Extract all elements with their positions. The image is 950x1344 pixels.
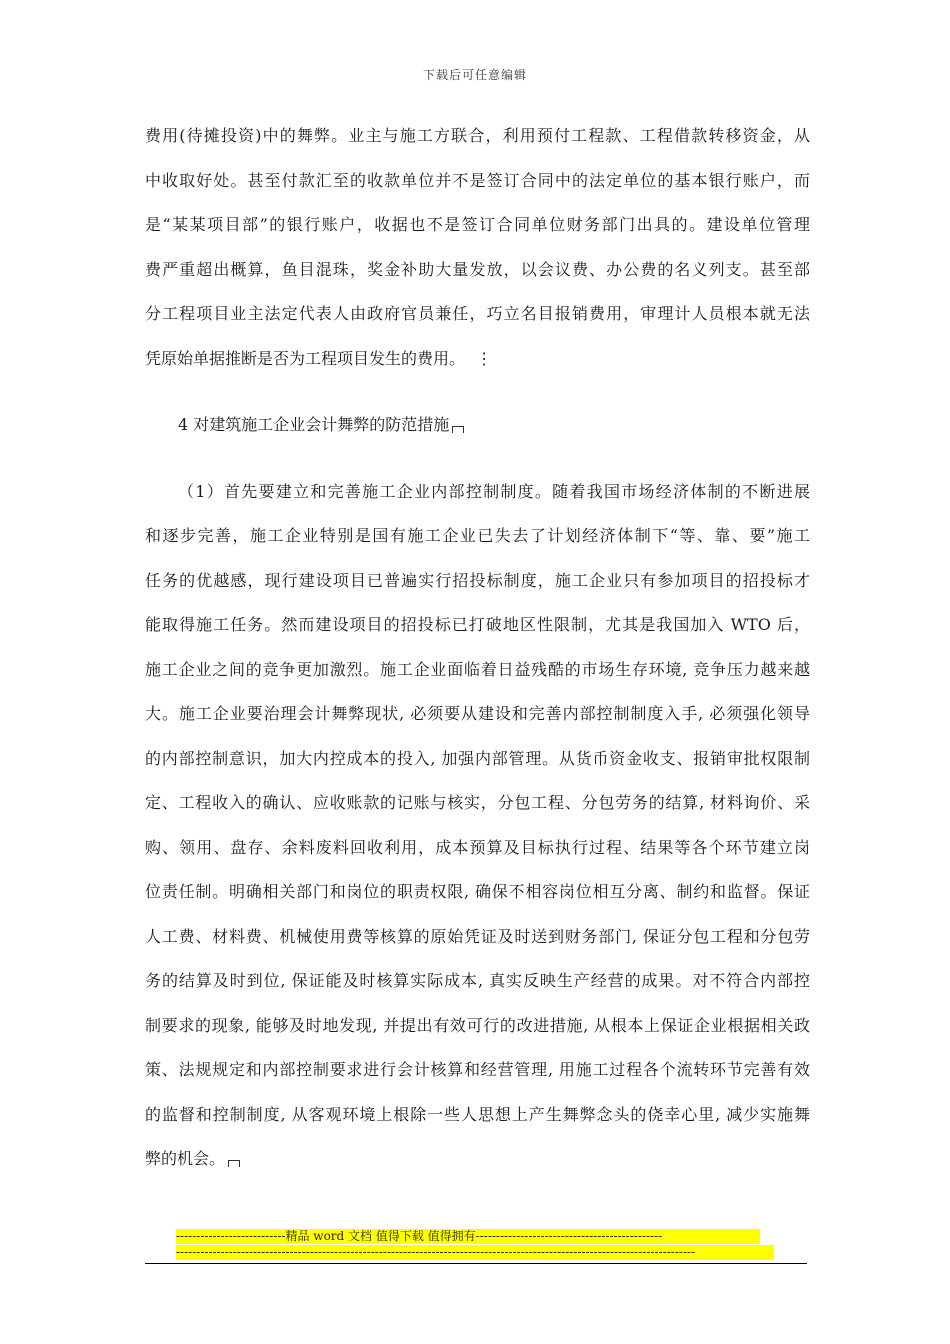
text-line: 是“某某项目部”的银行账户，收据也不是签订合同单位财务部门出具的。建设单位管理 <box>145 215 810 234</box>
text-line: 位责任制。明确相关部门和岗位的职责权限, 确保不相容岗位相互分离、制约和监督。保证 <box>145 882 810 901</box>
text-line-last <box>145 348 810 370</box>
text-line-content: 弊的机会。 <box>145 1149 226 1168</box>
text-line: 和逐步完善，施工企业特别是国有施工企业已失去了计划经济体制下“等、靠、要”施工 <box>145 526 810 545</box>
text-line: 费用(待摊投资)中的舞弊。业主与施工方联合，利用预付工程款、工程借款转移资金，从 <box>145 126 810 145</box>
text-line: 任务的优越感，现行建设项目已普遍实行招投标制度，施工企业只有参加项目的招投标才 <box>145 571 810 590</box>
text-line: 中收取好处。甚至付款汇至的收款单位并不是签订合同中的法定单位的基本银行账户，而 <box>145 171 810 190</box>
text-line: 务的结算及时到位, 保证能及时核算实际成本, 真实反映生产经营的成果。对不符合内部控 <box>145 971 810 990</box>
text-line: 购、领用、盘存、余料废料回收利用，成本预算及目标执行过程、结果等各个环节建立岗 <box>145 838 810 857</box>
text-line: 策、法规规定和内部控制要求进行会计核算和经营管理, 用施工过程各个流转环节完善有效 <box>145 1060 810 1079</box>
text-line: 大。施工企业要治理会计舞弊现状, 必须要从建设和完善内部控制制度入手, 必须强化领导 <box>145 704 810 723</box>
text-line: 能取得施工任务。然而建设项目的招投标已打破地区性限制，尤其是我国加入 WTO 后， <box>145 615 810 634</box>
text-line: 定、工程收入的确认、应收账款的记账与核实，分包工程、分包劳务的结算, 材料询价、采 <box>145 793 810 812</box>
footer-divider <box>145 1263 807 1264</box>
page-header: 下载后可任意编辑 <box>422 68 527 82</box>
text-line: （1）首先要建立和完善施工企业内部控制制度。随着我国市场经济体制的不断进展 <box>178 482 810 501</box>
section-heading <box>178 414 778 436</box>
footer-banner-line-1: ---------------------------精品 word 文档 值得下载 值得拥有---------------------------------------------- <box>176 1229 760 1244</box>
paragraph-mark-icon <box>452 426 464 433</box>
text-line: 分工程项目业主法定代表人由政府官员兼任，巧立名目报销费用，审理计人员根本就无法 <box>145 304 810 323</box>
text-line: 人工费、材料费、机械使用费等核算的原始凭证及时送到财务部门, 保证分包工程和分包劳 <box>145 927 810 946</box>
paragraph-mark-icon <box>228 1160 240 1167</box>
text-line: 的内部控制意识，加大内控成本的投入, 加强内部管理。从货币资金收支、报销审批权限制 <box>145 749 810 768</box>
text-line: 制要求的现象, 能够及时地发现, 并提出有效可行的改进措施, 从根本上保证企业根据相关政 <box>145 1016 810 1035</box>
formatting-mark: ⋮ <box>476 349 493 368</box>
text-line: 的监督和控制制度, 从客观环境上根除一些人思想上产生舞弊念头的侥幸心里, 减少实施舞 <box>145 1105 810 1124</box>
text-line: 费严重超出概算，鱼目混珠，奖金补助大量发放，以会议费、办公费的名义列支。甚至部 <box>145 260 810 279</box>
text-line-last <box>145 1148 810 1170</box>
text-line: 施工企业之间的竞争更加激烈。施工企业面临着日益残酷的市场生存环境, 竞争压力越来越 <box>145 660 810 679</box>
text-line-content: 凭原始单据推断是否为工程项目发生的费用。 <box>145 349 466 368</box>
footer-banner-line-2: -------------------------------------------------------------------------------------------------------------------------------- <box>176 1245 774 1260</box>
section-heading-text: 4 对建筑施工企业会计舞弊的防范措施 <box>178 415 450 434</box>
